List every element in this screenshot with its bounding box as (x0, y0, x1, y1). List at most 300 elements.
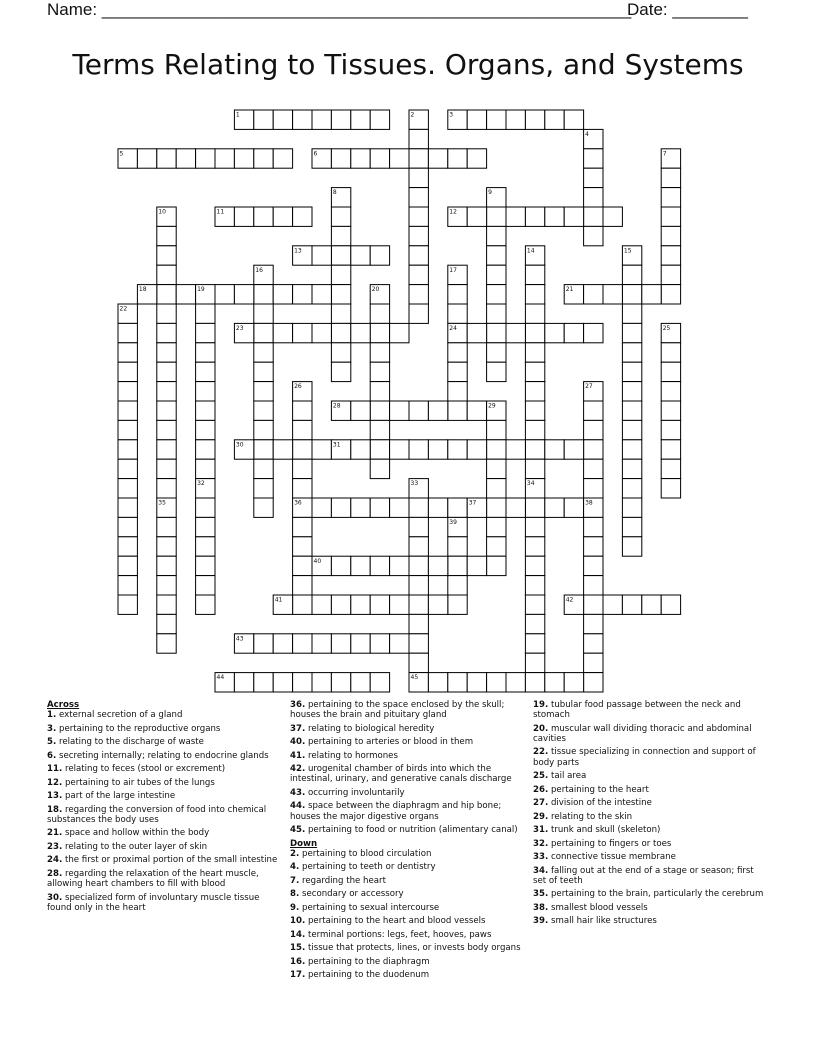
grid-cell[interactable] (661, 362, 680, 381)
grid-cell[interactable] (370, 459, 389, 478)
grid-cell[interactable] (118, 362, 137, 381)
grid-cell[interactable] (254, 362, 273, 381)
grid-cell[interactable] (409, 401, 428, 420)
grid-cell[interactable] (331, 362, 350, 381)
grid-cell[interactable] (293, 556, 312, 575)
grid-cell[interactable] (584, 537, 603, 556)
grid-cell[interactable] (157, 226, 176, 245)
grid-cell[interactable] (506, 207, 525, 226)
grid-cell[interactable] (622, 459, 641, 478)
grid-cell[interactable] (603, 285, 622, 304)
grid-cell[interactable] (312, 285, 331, 304)
grid-cell[interactable] (622, 304, 641, 323)
grid-cell[interactable] (584, 517, 603, 536)
grid-cell[interactable] (196, 149, 215, 168)
grid-cell[interactable] (118, 537, 137, 556)
grid-cell[interactable] (157, 401, 176, 420)
grid-cell[interactable] (545, 440, 564, 459)
grid-cell[interactable] (661, 285, 680, 304)
grid-cell[interactable] (157, 304, 176, 323)
grid-cell[interactable] (525, 517, 544, 536)
grid-cell[interactable] (370, 420, 389, 439)
grid-cell[interactable] (409, 653, 428, 672)
grid-cell[interactable] (331, 226, 350, 245)
grid-cell[interactable] (448, 362, 467, 381)
grid-cell[interactable] (370, 362, 389, 381)
grid-cell[interactable] (331, 246, 350, 265)
grid-cell[interactable] (428, 401, 447, 420)
grid-cell[interactable] (196, 440, 215, 459)
grid-cell[interactable] (273, 207, 292, 226)
grid-cell[interactable] (118, 323, 137, 342)
grid-cell[interactable] (448, 576, 467, 595)
grid-cell[interactable] (370, 149, 389, 168)
grid-cell[interactable] (293, 285, 312, 304)
grid-cell[interactable] (331, 323, 350, 342)
grid-cell[interactable] (273, 285, 292, 304)
grid-cell[interactable] (487, 440, 506, 459)
grid-cell[interactable] (157, 285, 176, 304)
grid-cell[interactable] (622, 517, 641, 536)
grid-cell[interactable] (293, 459, 312, 478)
grid-cell[interactable] (370, 382, 389, 401)
grid-cell[interactable] (525, 595, 544, 614)
grid-cell[interactable] (312, 246, 331, 265)
grid-cell[interactable] (196, 459, 215, 478)
grid-cell[interactable] (487, 479, 506, 498)
grid-cell[interactable] (622, 479, 641, 498)
grid-cell[interactable] (525, 362, 544, 381)
grid-cell[interactable] (157, 479, 176, 498)
grid-cell[interactable] (118, 479, 137, 498)
grid-cell[interactable] (196, 420, 215, 439)
grid-cell[interactable] (467, 149, 486, 168)
grid-cell[interactable] (351, 110, 370, 129)
grid-cell[interactable] (545, 207, 564, 226)
grid-cell[interactable] (584, 459, 603, 478)
grid-cell[interactable] (196, 382, 215, 401)
grid-cell[interactable] (273, 634, 292, 653)
grid-cell[interactable] (215, 149, 234, 168)
grid-cell[interactable] (157, 246, 176, 265)
grid-cell[interactable] (525, 498, 544, 517)
grid-cell[interactable] (661, 440, 680, 459)
grid-cell[interactable] (409, 537, 428, 556)
grid-cell[interactable] (331, 634, 350, 653)
grid-cell[interactable] (622, 401, 641, 420)
grid-cell[interactable] (118, 595, 137, 614)
grid-cell[interactable] (661, 207, 680, 226)
grid-cell[interactable] (642, 285, 661, 304)
grid-cell[interactable] (525, 614, 544, 633)
grid-cell[interactable] (409, 149, 428, 168)
grid-cell[interactable] (584, 634, 603, 653)
grid-cell[interactable] (448, 673, 467, 692)
grid-cell[interactable] (525, 304, 544, 323)
grid-cell[interactable] (331, 556, 350, 575)
grid-cell[interactable] (176, 285, 195, 304)
grid-cell[interactable] (331, 304, 350, 323)
grid-cell[interactable] (273, 440, 292, 459)
grid-cell[interactable] (312, 673, 331, 692)
grid-cell[interactable] (254, 401, 273, 420)
grid-cell[interactable] (351, 440, 370, 459)
grid-cell[interactable] (622, 595, 641, 614)
grid-cell[interactable] (293, 537, 312, 556)
grid-cell[interactable] (525, 110, 544, 129)
grid-cell[interactable] (254, 673, 273, 692)
grid-cell[interactable] (293, 479, 312, 498)
grid-cell[interactable] (409, 556, 428, 575)
grid-cell[interactable] (448, 401, 467, 420)
grid-cell[interactable] (487, 207, 506, 226)
grid-cell[interactable] (525, 459, 544, 478)
grid-cell[interactable] (370, 556, 389, 575)
grid-cell[interactable] (254, 498, 273, 517)
grid-cell[interactable] (370, 401, 389, 420)
grid-cell[interactable] (467, 207, 486, 226)
grid-cell[interactable] (448, 595, 467, 614)
grid-cell[interactable] (584, 556, 603, 575)
grid-cell[interactable] (487, 420, 506, 439)
grid-cell[interactable] (118, 556, 137, 575)
grid-cell[interactable] (584, 168, 603, 187)
grid-cell[interactable] (525, 634, 544, 653)
grid-cell[interactable] (467, 110, 486, 129)
grid-cell[interactable] (196, 595, 215, 614)
grid-cell[interactable] (331, 498, 350, 517)
grid-cell[interactable] (525, 440, 544, 459)
grid-cell[interactable] (409, 246, 428, 265)
grid-cell[interactable] (622, 420, 641, 439)
grid-cell[interactable] (312, 498, 331, 517)
grid-cell[interactable] (409, 517, 428, 536)
grid-cell[interactable] (584, 479, 603, 498)
grid-cell[interactable] (661, 265, 680, 284)
grid-cell[interactable] (351, 246, 370, 265)
grid-cell[interactable] (487, 498, 506, 517)
grid-cell[interactable] (118, 420, 137, 439)
grid-cell[interactable] (196, 343, 215, 362)
grid-cell[interactable] (351, 556, 370, 575)
grid-cell[interactable] (525, 673, 544, 692)
grid-cell[interactable] (545, 498, 564, 517)
grid-cell[interactable] (661, 188, 680, 207)
grid-cell[interactable] (176, 149, 195, 168)
grid-cell[interactable] (448, 556, 467, 575)
grid-cell[interactable] (409, 304, 428, 323)
grid-cell[interactable] (312, 440, 331, 459)
grid-cell[interactable] (525, 207, 544, 226)
grid-cell[interactable] (370, 110, 389, 129)
grid-cell[interactable] (467, 556, 486, 575)
grid-cell[interactable] (487, 110, 506, 129)
grid-cell[interactable] (254, 343, 273, 362)
grid-cell[interactable] (312, 110, 331, 129)
grid-cell[interactable] (661, 401, 680, 420)
grid-cell[interactable] (370, 246, 389, 265)
grid-cell[interactable] (293, 595, 312, 614)
grid-cell[interactable] (584, 440, 603, 459)
grid-cell[interactable] (157, 595, 176, 614)
grid-cell[interactable] (525, 382, 544, 401)
grid-cell[interactable] (642, 595, 661, 614)
grid-cell[interactable] (487, 265, 506, 284)
grid-cell[interactable] (545, 110, 564, 129)
grid-cell[interactable] (584, 673, 603, 692)
grid-cell[interactable] (487, 226, 506, 245)
grid-cell[interactable] (584, 420, 603, 439)
grid-cell[interactable] (254, 459, 273, 478)
grid-cell[interactable] (157, 265, 176, 284)
grid-cell[interactable] (196, 401, 215, 420)
grid-cell[interactable] (584, 653, 603, 672)
grid-cell[interactable] (409, 614, 428, 633)
grid-cell[interactable] (254, 285, 273, 304)
grid-cell[interactable] (661, 595, 680, 614)
grid-cell[interactable] (564, 440, 583, 459)
grid-cell[interactable] (448, 343, 467, 362)
grid-cell[interactable] (370, 323, 389, 342)
grid-cell[interactable] (661, 226, 680, 245)
grid-cell[interactable] (331, 149, 350, 168)
grid-cell[interactable] (157, 382, 176, 401)
grid-cell[interactable] (622, 323, 641, 342)
grid-cell[interactable] (351, 673, 370, 692)
grid-cell[interactable] (293, 401, 312, 420)
grid-cell[interactable] (254, 440, 273, 459)
grid-cell[interactable] (603, 595, 622, 614)
grid-cell[interactable] (487, 362, 506, 381)
grid-cell[interactable] (196, 498, 215, 517)
grid-cell[interactable] (196, 537, 215, 556)
grid-cell[interactable] (312, 634, 331, 653)
grid-cell[interactable] (448, 537, 467, 556)
grid-cell[interactable] (545, 323, 564, 342)
grid-cell[interactable] (409, 168, 428, 187)
grid-cell[interactable] (312, 595, 331, 614)
grid-cell[interactable] (293, 576, 312, 595)
grid-cell[interactable] (273, 673, 292, 692)
grid-cell[interactable] (487, 246, 506, 265)
grid-cell[interactable] (331, 265, 350, 284)
grid-cell[interactable] (409, 595, 428, 614)
grid-cell[interactable] (603, 207, 622, 226)
grid-cell[interactable] (351, 595, 370, 614)
grid-cell[interactable] (370, 440, 389, 459)
grid-cell[interactable] (293, 517, 312, 536)
grid-cell[interactable] (467, 323, 486, 342)
grid-cell[interactable] (118, 382, 137, 401)
grid-cell[interactable] (525, 537, 544, 556)
grid-cell[interactable] (157, 343, 176, 362)
grid-cell[interactable] (157, 459, 176, 478)
grid-cell[interactable] (467, 673, 486, 692)
grid-cell[interactable] (254, 420, 273, 439)
grid-cell[interactable] (622, 440, 641, 459)
grid-cell[interactable] (118, 401, 137, 420)
grid-cell[interactable] (196, 556, 215, 575)
grid-cell[interactable] (564, 207, 583, 226)
grid-cell[interactable] (254, 110, 273, 129)
grid-cell[interactable] (370, 343, 389, 362)
grid-cell[interactable] (409, 498, 428, 517)
grid-cell[interactable] (118, 343, 137, 362)
grid-cell[interactable] (525, 285, 544, 304)
grid-cell[interactable] (254, 634, 273, 653)
grid-cell[interactable] (584, 401, 603, 420)
grid-cell[interactable] (196, 323, 215, 342)
grid-cell[interactable] (351, 634, 370, 653)
grid-cell[interactable] (157, 576, 176, 595)
grid-cell[interactable] (525, 323, 544, 342)
grid-cell[interactable] (622, 285, 641, 304)
grid-cell[interactable] (661, 459, 680, 478)
grid-cell[interactable] (157, 323, 176, 342)
grid-cell[interactable] (506, 110, 525, 129)
grid-cell[interactable] (584, 595, 603, 614)
grid-cell[interactable] (661, 479, 680, 498)
grid-cell[interactable] (390, 634, 409, 653)
grid-cell[interactable] (137, 149, 156, 168)
grid-cell[interactable] (622, 265, 641, 284)
grid-cell[interactable] (525, 653, 544, 672)
grid-cell[interactable] (196, 517, 215, 536)
grid-cell[interactable] (448, 304, 467, 323)
grid-cell[interactable] (331, 673, 350, 692)
grid-cell[interactable] (622, 382, 641, 401)
grid-cell[interactable] (234, 207, 253, 226)
grid-cell[interactable] (584, 614, 603, 633)
grid-cell[interactable] (661, 168, 680, 187)
grid-cell[interactable] (234, 149, 253, 168)
grid-cell[interactable] (584, 188, 603, 207)
grid-cell[interactable] (293, 323, 312, 342)
grid-cell[interactable] (331, 285, 350, 304)
grid-cell[interactable] (448, 440, 467, 459)
grid-cell[interactable] (157, 614, 176, 633)
grid-cell[interactable] (487, 673, 506, 692)
grid-cell[interactable] (118, 517, 137, 536)
grid-cell[interactable] (390, 440, 409, 459)
grid-cell[interactable] (118, 576, 137, 595)
grid-cell[interactable] (622, 537, 641, 556)
grid-cell[interactable] (157, 634, 176, 653)
grid-cell[interactable] (564, 323, 583, 342)
grid-cell[interactable] (254, 323, 273, 342)
grid-cell[interactable] (487, 459, 506, 478)
grid-cell[interactable] (448, 285, 467, 304)
grid-cell[interactable] (584, 226, 603, 245)
grid-cell[interactable] (409, 265, 428, 284)
grid-cell[interactable] (234, 673, 253, 692)
grid-cell[interactable] (525, 265, 544, 284)
grid-cell[interactable] (409, 634, 428, 653)
grid-cell[interactable] (525, 401, 544, 420)
grid-cell[interactable] (254, 479, 273, 498)
grid-cell[interactable] (351, 498, 370, 517)
grid-cell[interactable] (234, 285, 253, 304)
grid-cell[interactable] (370, 595, 389, 614)
grid-cell[interactable] (487, 556, 506, 575)
grid-cell[interactable] (293, 673, 312, 692)
grid-cell[interactable] (584, 149, 603, 168)
grid-cell[interactable] (584, 323, 603, 342)
grid-cell[interactable] (622, 343, 641, 362)
grid-cell[interactable] (448, 498, 467, 517)
grid-cell[interactable] (293, 634, 312, 653)
grid-cell[interactable] (506, 673, 525, 692)
grid-cell[interactable] (351, 149, 370, 168)
grid-cell[interactable] (254, 207, 273, 226)
grid-cell[interactable] (273, 110, 292, 129)
grid-cell[interactable] (409, 226, 428, 245)
grid-cell[interactable] (467, 401, 486, 420)
grid-cell[interactable] (409, 440, 428, 459)
grid-cell[interactable] (351, 401, 370, 420)
grid-cell[interactable] (157, 440, 176, 459)
grid-cell[interactable] (351, 323, 370, 342)
grid-cell[interactable] (564, 110, 583, 129)
grid-cell[interactable] (390, 498, 409, 517)
grid-cell[interactable] (506, 440, 525, 459)
grid-cell[interactable] (331, 343, 350, 362)
grid-cell[interactable] (448, 149, 467, 168)
grid-cell[interactable] (506, 498, 525, 517)
grid-cell[interactable] (390, 556, 409, 575)
grid-cell[interactable] (390, 401, 409, 420)
grid-cell[interactable] (487, 517, 506, 536)
grid-cell[interactable] (254, 304, 273, 323)
grid-cell[interactable] (584, 576, 603, 595)
grid-cell[interactable] (409, 576, 428, 595)
grid-cell[interactable] (157, 537, 176, 556)
grid-cell[interactable] (428, 498, 447, 517)
grid-cell[interactable] (157, 556, 176, 575)
grid-cell[interactable] (584, 207, 603, 226)
grid-cell[interactable] (118, 440, 137, 459)
grid-cell[interactable] (448, 382, 467, 401)
grid-cell[interactable] (487, 537, 506, 556)
grid-cell[interactable] (487, 285, 506, 304)
grid-cell[interactable] (254, 149, 273, 168)
grid-cell[interactable] (196, 362, 215, 381)
grid-cell[interactable] (487, 343, 506, 362)
grid-cell[interactable] (370, 673, 389, 692)
grid-cell[interactable] (525, 556, 544, 575)
grid-cell[interactable] (409, 188, 428, 207)
grid-cell[interactable] (390, 595, 409, 614)
grid-cell[interactable] (584, 285, 603, 304)
grid-cell[interactable] (525, 420, 544, 439)
grid-cell[interactable] (293, 420, 312, 439)
grid-cell[interactable] (293, 440, 312, 459)
grid-cell[interactable] (312, 323, 331, 342)
grid-cell[interactable] (157, 517, 176, 536)
grid-cell[interactable] (390, 323, 409, 342)
grid-cell[interactable] (254, 382, 273, 401)
grid-cell[interactable] (215, 285, 234, 304)
grid-cell[interactable] (661, 246, 680, 265)
grid-cell[interactable] (428, 440, 447, 459)
grid-cell[interactable] (428, 595, 447, 614)
grid-cell[interactable] (487, 323, 506, 342)
grid-cell[interactable] (157, 420, 176, 439)
grid-cell[interactable] (273, 149, 292, 168)
grid-cell[interactable] (487, 304, 506, 323)
grid-cell[interactable] (273, 323, 292, 342)
grid-cell[interactable] (293, 207, 312, 226)
